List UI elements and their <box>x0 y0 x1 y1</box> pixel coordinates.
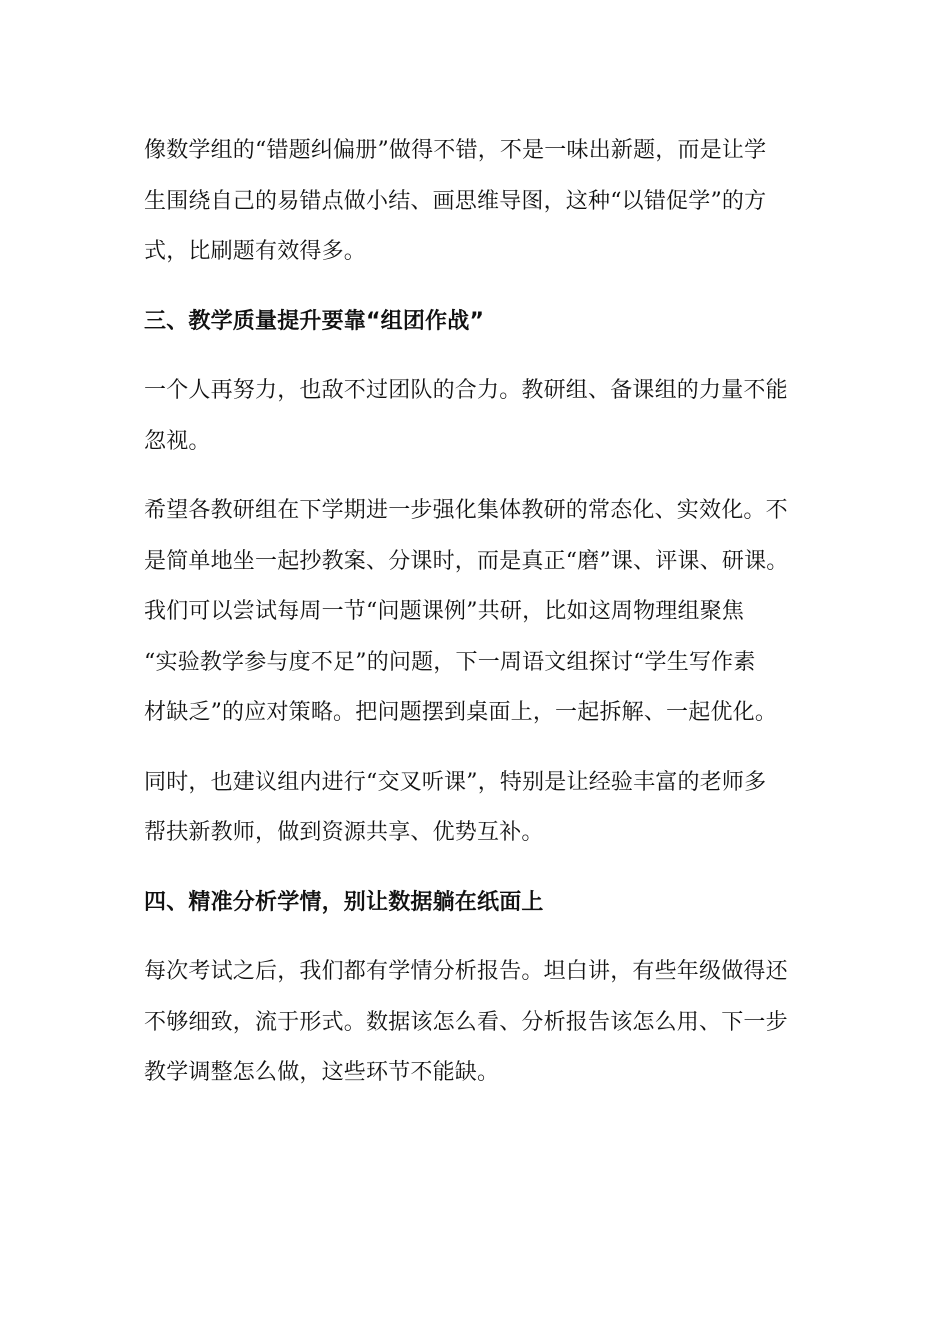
text-line: 我们可以尝试每周一节“问题课例”共研，比如这周物理组聚焦 <box>144 599 745 624</box>
paragraph-team-power <box>144 366 816 467</box>
text-line: “实验教学参与度不足”的问题，下一周语文组探讨“学生写作素 <box>144 649 756 675</box>
text-line: 一个人再努力，也敌不过团队的合力。教研组、备课组的力量不能 <box>144 378 788 403</box>
paragraph-cross-observation <box>144 758 816 859</box>
paragraph-math-error-book <box>144 126 816 278</box>
text-line: 帮扶新教师，做到资源共享、优势互补。 <box>144 820 544 845</box>
text-line: 同时，也建议组内进行“交叉听课”，特别是让经验丰富的老师多 <box>144 769 767 795</box>
paragraph-learning-analysis <box>144 947 816 1099</box>
text-line: 是简单地坐一起抄教案、分课时，而是真正“磨”课、评课、研课。 <box>144 548 789 574</box>
text-line: 材缺乏”的应对策略。把问题摆到桌面上，一起拆解、一起优化。 <box>144 700 778 725</box>
text-line: 希望各教研组在下学期进一步强化集体教研的常态化、实效化。不 <box>144 498 788 523</box>
text-line: 忽视。 <box>144 428 211 454</box>
section-heading-3: 三、教学质量提升要靠“组团作战” <box>144 308 485 334</box>
text-line: 不够细致，流于形式。数据该怎么看、分析报告该怎么用、下一步 <box>144 1009 788 1035</box>
text-line: 式，比刷题有效得多。 <box>144 239 367 264</box>
text-line: 教学调整怎么做，这些环节不能缺。 <box>144 1060 500 1085</box>
text-line: 生围绕自己的易错点做小结、画思维导图，这种“以错促学”的方 <box>144 188 767 214</box>
text-line: 每次考试之后，我们都有学情分析报告。坦白讲，有些年级做得还 <box>144 959 788 984</box>
document-body <box>144 126 816 1118</box>
paragraph-collective-research <box>144 486 816 739</box>
text-line: 像数学组的“错题纠偏册”做得不错，不是一味出新题，而是让学 <box>144 138 767 163</box>
section-heading-4: 四、精准分析学情，别让数据躺在纸面上 <box>144 889 544 915</box>
